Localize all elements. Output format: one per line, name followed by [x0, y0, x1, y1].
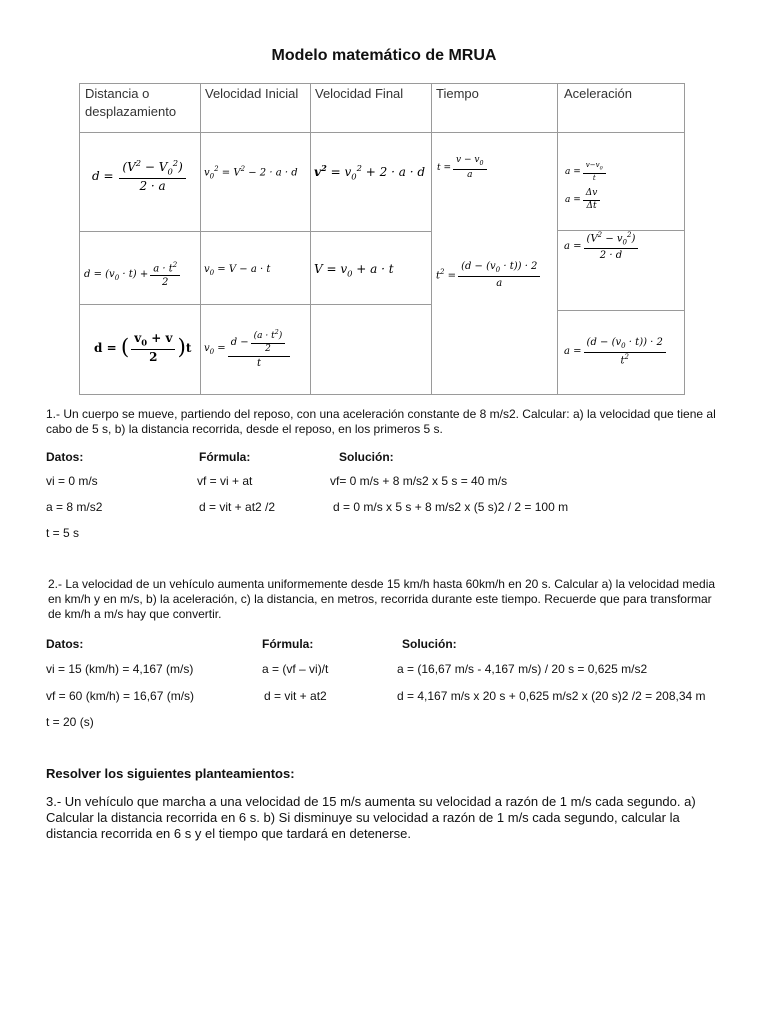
table-divider: [310, 84, 311, 394]
header-aceleracion: Aceleración: [564, 86, 632, 101]
formula-acceleration-1: a = $\frac{v-v_0}{t}$: [565, 162, 608, 182]
section-heading: Resolver los siguientes planteamientos:: [46, 766, 295, 781]
formula-final-velocity-1: $v^2 = v_0^2 + 2 \cdot a \cdot d$: [314, 163, 426, 182]
formula-initial-velocity-1: $v_0^2 = V^2 - 2 \cdot a \cdot d$: [204, 165, 298, 181]
table-divider: [80, 132, 684, 133]
formula-time-2: $t^2$ = $\frac{(d - (v_0 \cdot t)) \cdot 2}{a}$: [436, 261, 542, 289]
problem-1-dato: t = 5 s: [46, 526, 80, 540]
problem-2-dato: vf = 60 (km/h) = 16,67 (m/s): [46, 689, 195, 703]
problem-2-formula-header: Fórmula:: [262, 637, 314, 651]
formula-acceleration-2: a = $\frac{\Delta v}{\Delta t}$: [565, 189, 602, 212]
table-divider: [431, 84, 432, 394]
problem-1-solucion: vf= 0 m/s + 8 m/s2 x 5 s = 40 m/s: [330, 474, 508, 488]
formula-initial-velocity-3: $v_0$ = d − $\frac{(a \cdot t^2)}{2}$ t: [204, 330, 292, 369]
problem-1-dato: a = 8 m/s2: [46, 500, 103, 514]
table-divider: [557, 310, 684, 311]
page-title: Modelo matemático de MRUA: [271, 47, 497, 64]
table-divider: [200, 84, 201, 394]
problem-1-solucion: d = 0 m/s x 5 s + 8 m/s2 x (5 s)2 / 2 = 100 m: [333, 500, 569, 514]
header-tiempo: Tiempo: [436, 86, 479, 101]
formula-acceleration-3: a = $\frac{(V^2 - v_0^2)}{2 \cdot d}$: [564, 232, 640, 261]
problem-1-dato: vi = 0 m/s: [46, 474, 98, 488]
formula-initial-velocity-2: $v_0 = V - a \cdot t$: [204, 264, 271, 277]
formula-distance-1: d = $\frac{(V^2 - V_0^2)}{2 \cdot a}$: [92, 159, 188, 193]
problem-2-formula: d = vit + at2: [264, 689, 327, 703]
table-divider: [557, 84, 558, 394]
problem-2-statement: 2.- La velocidad de un vehículo aumenta uniformemente desde 15 km/h hasta 60km/h en 20 s. Calcular a) la velocidad media en km/h y en m/s, b) la aceleración, c) la distancia, en metros, recorrida durante este tiempo. Recuerde que para transformar de km/h a m/s hay que convertir.: [48, 577, 716, 621]
problem-1-statement: 1.- Un cuerpo se mueve, partiendo del reposo, con una aceleración constante de 8 m/s2. Calcular: a) la velocidad que tiene al cabo de 5 s, b) la distancia recorrida, desde el reposo, en los primeros 5 s.: [46, 407, 716, 436]
header-velocidad-final: Velocidad Final: [315, 86, 404, 101]
problem-2-formula: a = (vf – vi)/t: [262, 662, 329, 676]
formula-distance-3: d = ( $\frac{v_0 + v}{2}$ ) t: [94, 331, 192, 364]
header-distancia: Distancia o desplazamiento: [85, 86, 177, 119]
problem-2-dato: t = 20 (s): [46, 715, 94, 729]
table-divider: [80, 231, 431, 232]
problem-2-datos-header: Datos:: [46, 637, 84, 651]
formula-final-velocity-2: $V = v_0 + a \cdot t$: [314, 262, 394, 279]
problem-3-statement: 3.- Un vehículo que marcha a una velocidad de 15 m/s aumenta su velocidad a razón de 1 m/s cada segundo. a) Calcular la distancia recorrida en 6 s. b) Si disminuye su velocidad a razón de 1 m/s cada segundo, calcular la distancia recorrida en 6 s y el tiempo que tardará en detenerse.: [46, 794, 696, 841]
table-divider: [80, 304, 431, 305]
header-velocidad-inicial: Velocidad Inicial: [205, 86, 299, 101]
formula-table: [79, 83, 685, 395]
problem-1-solucion-header: Solución:: [339, 450, 394, 464]
problem-2-solucion: d = 4,167 m/s x 20 s + 0,625 m/s2 x (20 s)2 /2 = 208,34 m: [397, 689, 706, 703]
problem-1-formula-header: Fórmula:: [199, 450, 251, 464]
formula-acceleration-4: a = $\frac{(d - (v_0 \cdot t)) \cdot 2}{t^2}$: [564, 337, 668, 366]
problem-2-solucion-header: Solución:: [402, 637, 457, 651]
formula-distance-2: $d = (v_0 \cdot t)$ + $\frac{a \cdot t^2}{2}$: [84, 262, 182, 288]
problem-1-formula: d = vit + at2 /2: [199, 500, 276, 514]
table-divider: [557, 230, 684, 231]
problem-2-solucion: a = (16,67 m/s - 4,167 m/s) / 20 s = 0,625 m/s2: [397, 662, 648, 676]
problem-2-dato: vi = 15 (km/h) = 4,167 (m/s): [46, 662, 194, 676]
formula-time-1: t = $\frac{v - v_0}{a}$: [437, 156, 489, 181]
problem-1-datos-header: Datos:: [46, 450, 84, 464]
problem-1-formula: vf = vi + at: [197, 474, 253, 488]
